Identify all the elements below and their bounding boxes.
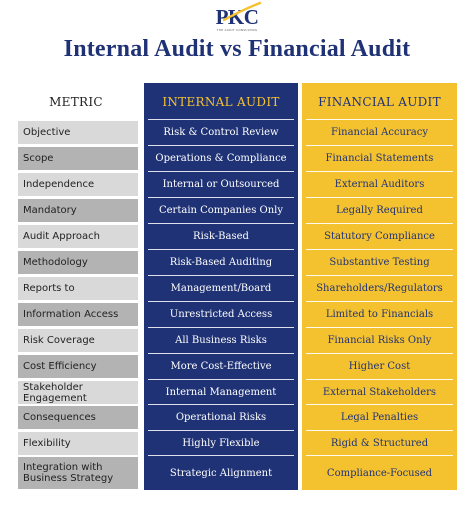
row-divider bbox=[148, 379, 294, 380]
metric-cell: Flexibility bbox=[18, 432, 138, 455]
financial-audit-cell: Shareholders/Regulators bbox=[316, 283, 443, 294]
financial-audit-cell: Financial Accuracy bbox=[331, 127, 428, 138]
row-divider bbox=[148, 119, 294, 120]
metric-cell: Mandatory bbox=[18, 199, 138, 222]
row-divider bbox=[148, 223, 294, 224]
row-divider bbox=[306, 275, 453, 276]
metric-cell: Objective bbox=[18, 121, 138, 144]
metric-cell: Reports to bbox=[18, 277, 138, 300]
metric-cell: Independence bbox=[18, 173, 138, 196]
financial-audit-cell: Legally Required bbox=[336, 205, 423, 216]
metric-cell: Stakeholder Engagement bbox=[18, 381, 138, 404]
internal-audit-header: INTERNAL AUDIT bbox=[162, 95, 280, 109]
financial-audit-cell: External Stakeholders bbox=[322, 387, 437, 398]
row-divider bbox=[306, 353, 453, 354]
financial-audit-cell: Rigid & Structured bbox=[330, 438, 429, 449]
internal-audit-cell: More Cost-Effective bbox=[170, 361, 272, 372]
internal-audit-cell: All Business Risks bbox=[175, 335, 267, 346]
metric-cell: Scope bbox=[18, 147, 138, 170]
row-divider bbox=[148, 430, 294, 431]
metric-cell: Information Access bbox=[18, 303, 138, 326]
logo-swoosh-icon bbox=[210, 0, 270, 30]
metric-cell: Consequences bbox=[18, 406, 138, 429]
financial-audit-cell: Financial Statements bbox=[325, 153, 434, 164]
row-divider bbox=[148, 353, 294, 354]
row-divider bbox=[148, 275, 294, 276]
internal-audit-cell: Management/Board bbox=[170, 283, 272, 294]
financial-audit-cell: Statutory Compliance bbox=[324, 231, 435, 242]
internal-audit-cell: Risk-Based Auditing bbox=[169, 257, 273, 268]
row-divider bbox=[306, 171, 453, 172]
row-divider bbox=[306, 327, 453, 328]
financial-audit-cell: Higher Cost bbox=[348, 361, 411, 372]
logo-text: PKC bbox=[215, 5, 259, 29]
financial-audit-cell: Legal Penalties bbox=[340, 412, 419, 423]
row-divider bbox=[306, 430, 453, 431]
row-divider bbox=[306, 455, 453, 456]
row-divider bbox=[306, 404, 453, 405]
internal-audit-cell: Risk & Control Review bbox=[163, 127, 279, 138]
page-title: Internal Audit vs Financial Audit bbox=[63, 36, 411, 62]
row-divider bbox=[148, 404, 294, 405]
row-divider bbox=[148, 171, 294, 172]
internal-audit-cell: Strategic Alignment bbox=[169, 467, 273, 479]
internal-audit-cell: Risk-Based bbox=[193, 231, 249, 242]
metric-cell: Cost Efficiency bbox=[18, 355, 138, 378]
row-divider bbox=[148, 145, 294, 146]
row-divider bbox=[306, 249, 453, 250]
row-divider bbox=[306, 145, 453, 146]
financial-audit-cell: Compliance-Focused bbox=[326, 467, 433, 479]
row-divider bbox=[306, 301, 453, 302]
financial-audit-cell: Substantive Testing bbox=[329, 257, 430, 268]
metric-cell: Risk Coverage bbox=[18, 329, 138, 352]
row-divider bbox=[148, 301, 294, 302]
metric-header: METRIC bbox=[49, 95, 103, 109]
internal-audit-cell: Internal Management bbox=[165, 387, 277, 398]
internal-audit-cell: Operational Risks bbox=[175, 412, 267, 423]
logo-tagline: THE AUDIT CONSULTING bbox=[216, 28, 258, 32]
financial-audit-cell: External Auditors bbox=[334, 179, 425, 190]
metric-cell: Methodology bbox=[18, 251, 138, 274]
row-divider bbox=[148, 197, 294, 198]
row-divider bbox=[306, 197, 453, 198]
metric-cell: Integration with Business Strategy bbox=[18, 457, 138, 489]
internal-audit-cell: Operations & Compliance bbox=[155, 153, 287, 164]
row-divider bbox=[306, 119, 453, 120]
row-divider bbox=[148, 249, 294, 250]
internal-audit-cell: Certain Companies Only bbox=[158, 205, 284, 216]
internal-audit-cell: Internal or Outsourced bbox=[162, 179, 280, 190]
row-divider bbox=[306, 379, 453, 380]
row-divider bbox=[148, 455, 294, 456]
financial-audit-header: FINANCIAL AUDIT bbox=[318, 95, 441, 109]
internal-audit-cell: Highly Flexible bbox=[182, 438, 260, 449]
financial-audit-cell: Financial Risks Only bbox=[327, 335, 432, 346]
financial-audit-cell: Limited to Financials bbox=[325, 309, 434, 320]
row-divider bbox=[148, 327, 294, 328]
metric-cell: Audit Approach bbox=[18, 225, 138, 248]
internal-audit-cell: Unrestricted Access bbox=[169, 309, 273, 320]
row-divider bbox=[306, 223, 453, 224]
